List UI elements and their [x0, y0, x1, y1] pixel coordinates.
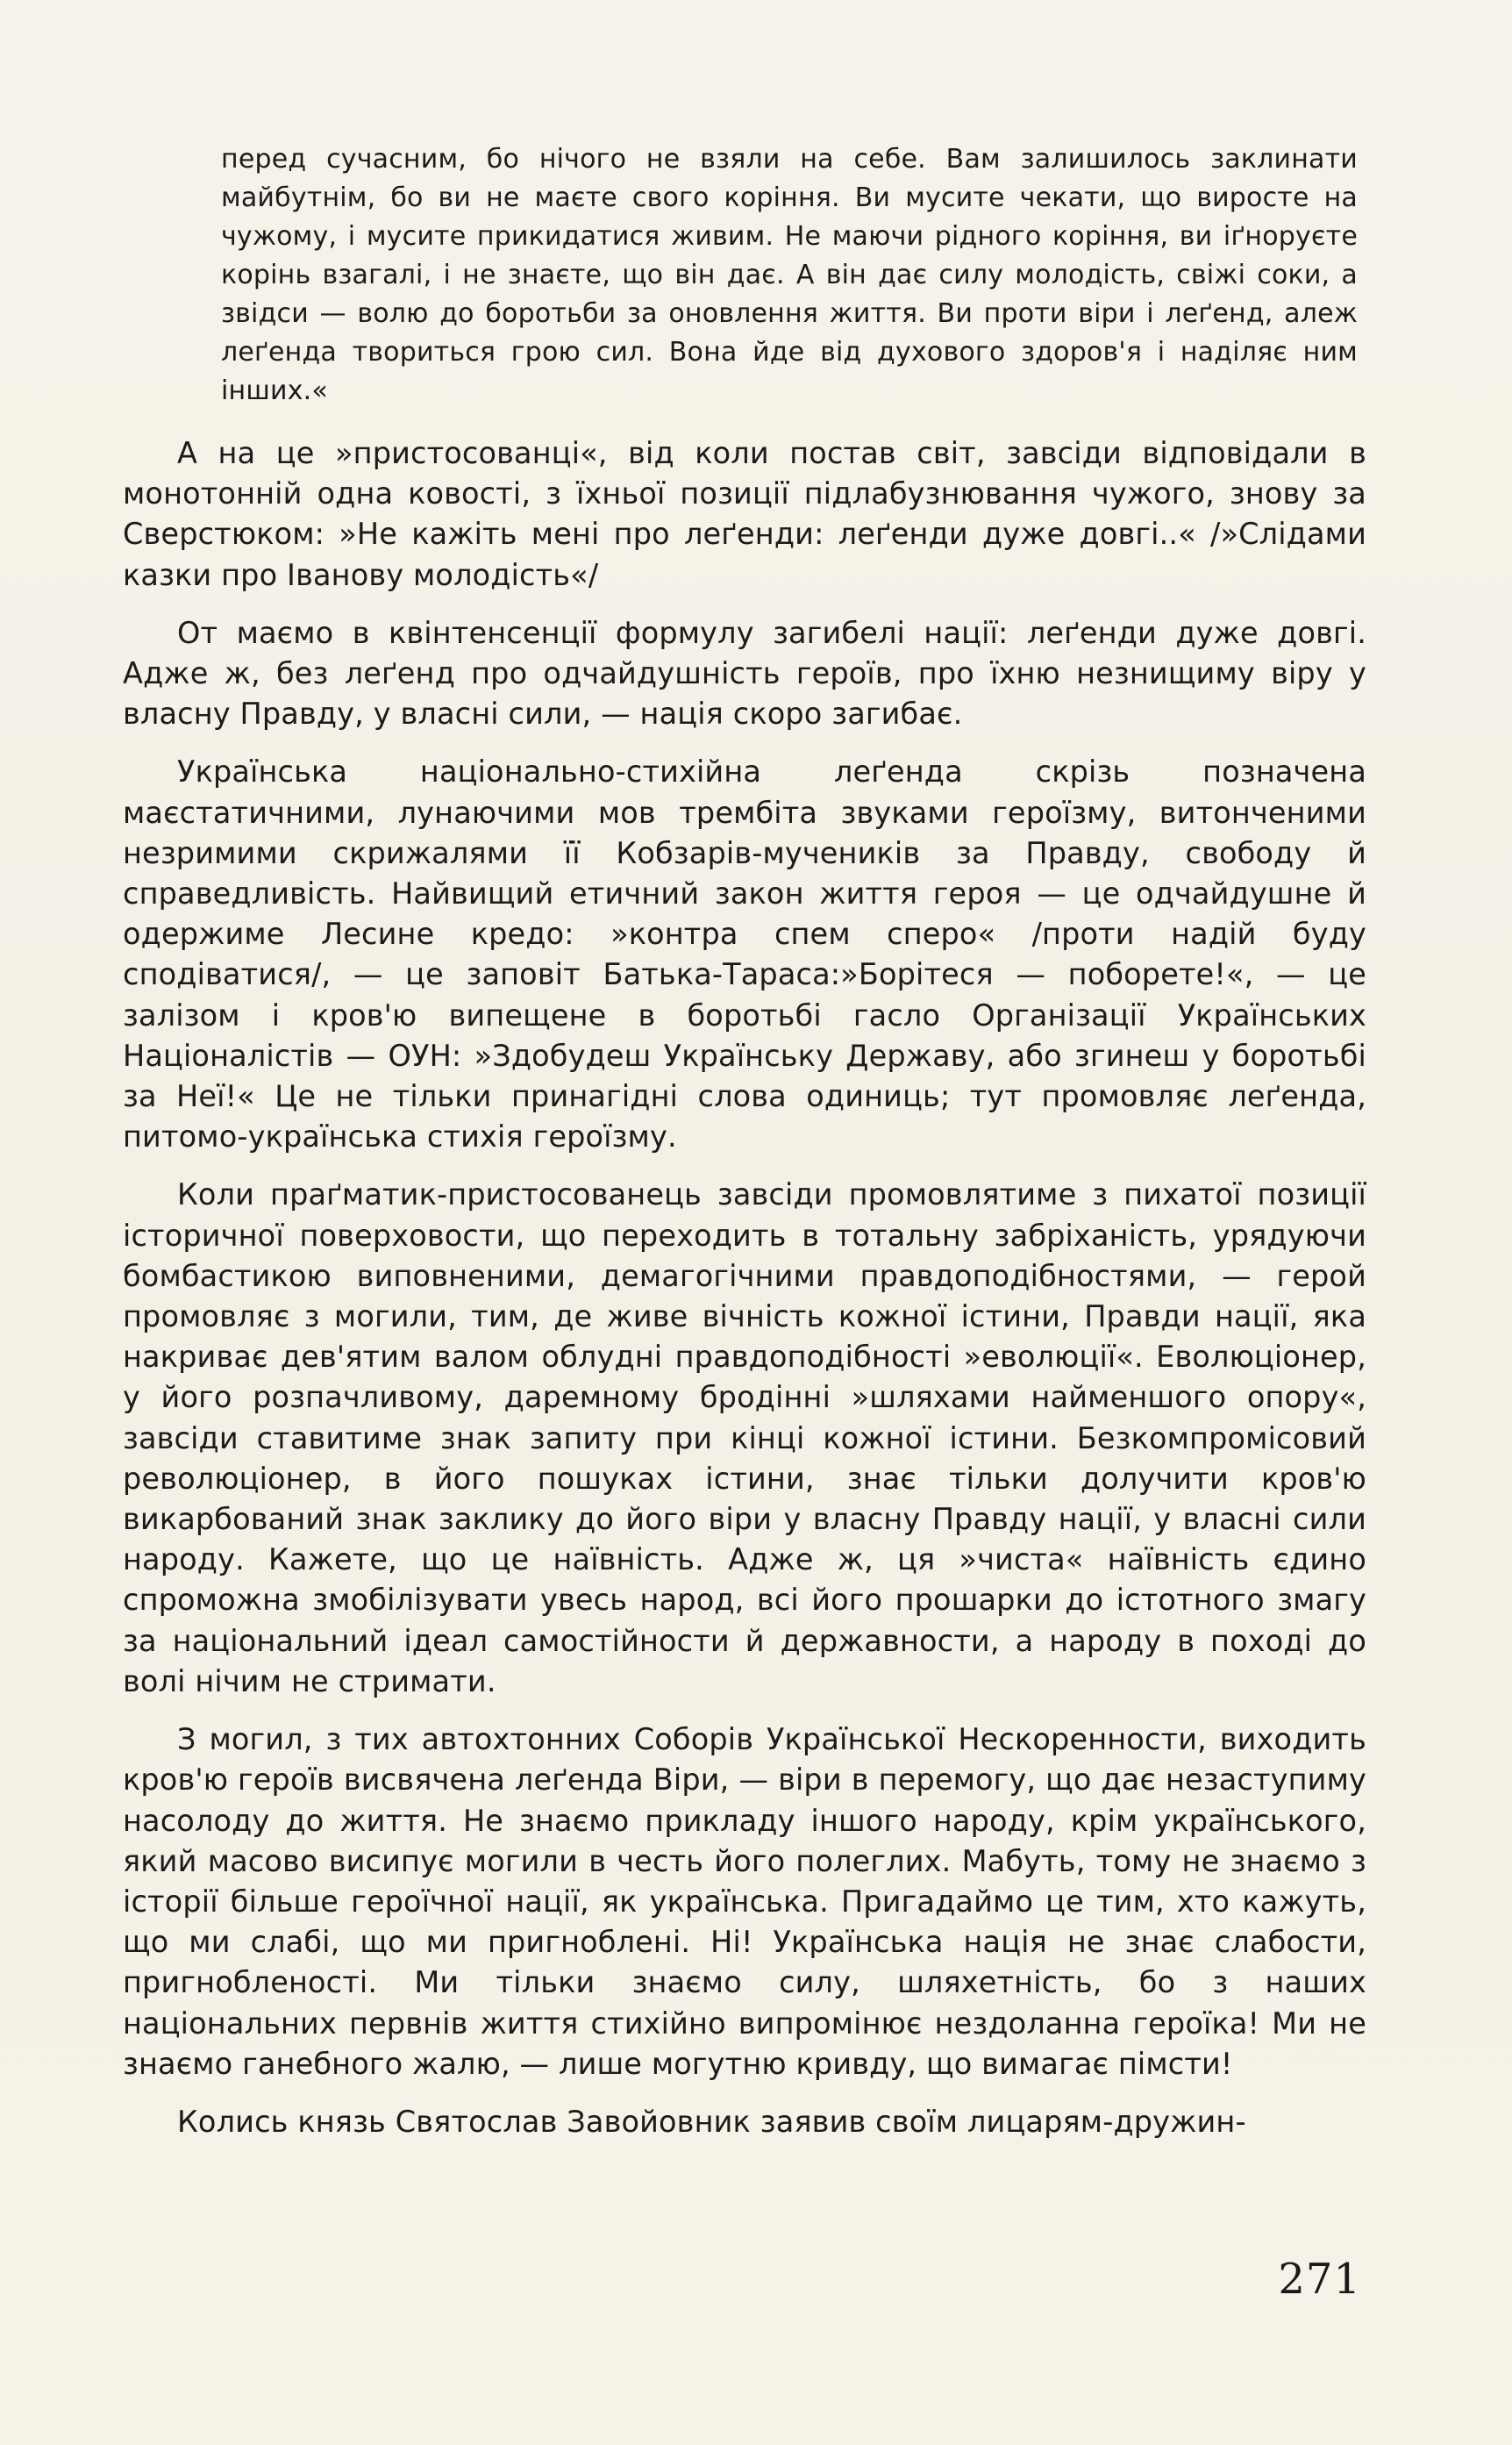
paragraph-5: З могил, з тих автохтонних Соборів Української Нескоренности, виходить кров'ю героїв висвячена леґенда Віри, — віри в перемогу, що дає незаступиму насолоду до життя. Не знаємо прикладу іншого народу, крім українського, який масово висипує могили в честь його полеглих. Мабуть, тому не знаємо з історії більше героїчної нації, як українська. Пригадаймо це тим, хто кажуть, що ми слабі, що ми пригноблені. Ні! Українська нація не знає слабости, пригнобленості. Ми тільки знаємо силу, шляхетність, бо з наших національних первнів життя стихійно випромінює нездоланна героїка! Ми не знаємо ганебного жалю, — лише могутню кривду, що вимагає пімсти! [123, 1722, 1366, 2081]
page-text [123, 140, 1366, 2142]
quote-block: перед сучасним, бо нічого не взяли на себе. Вам залишилось заклинати майбутнім, бо ви не маєте свого коріння. Ви мусите чекати, що виросте на чужому, і мусите прикидатися живим. Не маючи рідного коріння, ви іґноруєте корінь взагалі, і не знаєте, що він дає. А він дає силу молодість, свіжі соки, а звідси — волю до боротьби за оновлення життя. Ви проти віри і леґенд, алеж леґенда твориться грою сил. Вона йде від духового здоров'я і наділяє ним інших.« [221, 144, 1358, 406]
paragraph-6: Колись князь Святослав Завойовник заявив своїм лицарям-дружин- [177, 2104, 1246, 2139]
paragraph-3: Українська національно-стихійна леґенда скрізь позначена маєстатичними, лунаючими мов трембіта звуками героїзму, витонченими незримими скрижалями її Кобзарів-мучеників за Правду, свободу й справедливість. Найвищий етичний закон життя героя — це одчайдушне й одержиме Лесине кредо: »контра спем сперо« /проти надій буду сподіватися/, — це заповіт Батька-Тараса:»Борітеся — поборете!«, — це залізом і кров'ю випещене в боротьбі гасло Організації Українських Націоналістів — ОУН: »Здобудеш Українську Державу, або згинеш у боротьбі за Неї!« Це не тільки принагідні слова одиниць; тут промовляє леґенда, питомо-українська стихія героїзму. [123, 754, 1366, 1155]
paragraph-4: Коли праґматик-пристосованець завсіди промовлятиме з пихатої позиції історичної поверховости, що переходить в тотальну забріханість, урядуючи бомбастикою виповненими, демагогічними правдоподібностями, — герой промовляє з могили, тим, де живе вічність кожної істини, Правди нації, яка накриває дев'ятим валом облудні правдоподібності »еволюції«. Еволюціонер, у його розпачливому, даремному бродінні »шляхами найменшого опору«, завсіди ставитиме знак запиту при кінці кожної істини. Безкомпромісовий революціонер, в його пошуках істини, знає тільки долучити кров'ю викарбований знак заклику до його віри у власну Правду нації, у власні сили народу. Кажете, що це наївність. Адже ж, ця »чиста« наївність єдино спроможна змобілізувати увесь народ, всі його прошарки до істотного змагу за національний ідеал самостійности й державности, а народу в поході до волі нічим не стримати. [123, 1177, 1366, 1698]
page-number: 271 [1278, 2255, 1361, 2304]
paragraph-2: От маємо в квінтенсенції формулу загибелі нації: леґенди дуже довгі. Адже ж, без леґенд про одчайдушність героїв, про їхню незнищиму віру у власну Правду, у власні сили, — нація скоро загибає. [123, 615, 1366, 732]
paragraph-1: А на це »пристосованці«, від коли постав світ, завсіди відповідали в монотонній одна ковості, з їхньої позиції підлабузнювання чужого, знову за Сверстюком: »Не кажіть мені про леґенди: леґенди дуже довгі..« /»Слідами казки про Іванову молодість«/ [123, 436, 1366, 592]
